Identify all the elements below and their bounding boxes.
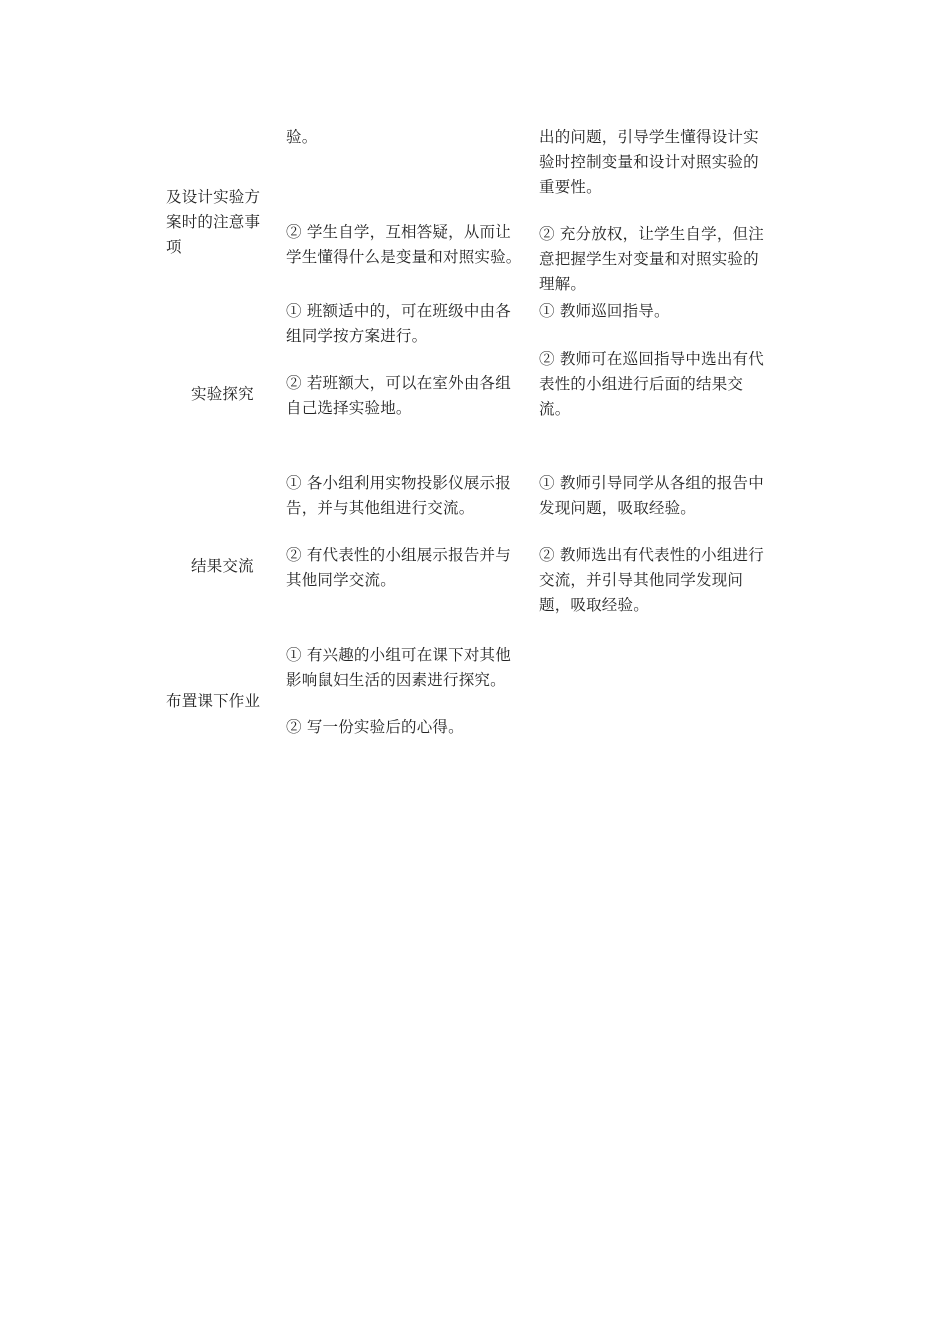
teacher-activity-paragraph [539,543,764,618]
student-activity-line: 影响鼠妇生活的因素进行探究。 [286,671,506,689]
student-activity-paragraph [286,299,511,349]
stage-label-line: 布置课下作业 [166,692,261,710]
student-activity-line: ② 学生自学，互相答疑，从而让 [286,223,511,241]
teacher-activity-line: ② 教师可在巡回指导中选出有代 [539,350,764,368]
teacher-activity-paragraph [539,222,764,297]
teacher-activity-line: ① 教师巡回指导。 [539,302,670,320]
teacher-activity-line: 理解。 [539,275,587,293]
student-activity-line: ① 各小组利用实物投影仪展示报 [286,474,511,492]
teacher-activity-paragraph [539,347,764,422]
stage-label-design-notes [166,185,260,260]
stage-label-experiment [191,382,254,407]
stage-label-line: 案时的注意事 [166,213,261,231]
teacher-activity-line: 交流，并引导其他同学发现问 [539,571,744,589]
teacher-activity-paragraph [539,299,670,324]
teacher-activity-line: 重要性。 [539,178,602,196]
student-activity-paragraph [286,715,464,740]
student-activity-paragraph [286,471,511,521]
stage-label-line: 及设计实验方 [166,188,261,206]
teacher-activity-paragraph [539,471,764,521]
teacher-activity-line: 发现问题，吸取经验。 [539,499,697,517]
teacher-activity-line: 表性的小组进行后面的结果交 [539,375,744,393]
teacher-activity-line: 题，吸取经验。 [539,596,649,614]
stage-label-line: 项 [166,238,182,256]
student-activity-line: 告，并与其他组进行交流。 [286,499,475,517]
teacher-activity-line: ② 充分放权，让学生自学，但注 [539,225,764,243]
student-activity-line: ② 有代表性的小组展示报告并与 [286,546,511,564]
teacher-activity-line: 出的问题，引导学生懂得设计实 [539,128,759,146]
stage-label-homework [166,689,260,714]
student-activity-paragraph [286,125,317,150]
student-activity-line: ② 若班额大，可以在室外由各组 [286,374,511,392]
student-activity-paragraph [286,643,511,693]
stage-label-result-exchange [191,554,254,579]
student-activity-paragraph [286,543,511,593]
teacher-activity-line: 流。 [539,400,571,418]
teacher-activity-line: 验时控制变量和设计对照实验的 [539,153,759,171]
teacher-activity-line: ② 教师选出有代表性的小组进行 [539,546,764,564]
student-activity-line: 自己选择实验地。 [286,399,412,417]
student-activity-line: ② 写一份实验后的心得。 [286,718,464,736]
teacher-activity-line: 意把握学生对变量和对照实验的 [539,250,759,268]
teacher-activity-line: ① 教师引导同学从各组的报告中 [539,474,764,492]
student-activity-line: 组同学按方案进行。 [286,327,428,345]
student-activity-line: ① 有兴趣的小组可在课下对其他 [286,646,511,664]
stage-label-line: 结果交流 [191,557,254,575]
student-activity-line: 学生懂得什么是变量和对照实验。 [286,248,522,266]
teacher-activity-paragraph [539,125,759,200]
student-activity-line: 验。 [286,128,318,146]
student-activity-paragraph [286,371,511,421]
student-activity-line: ① 班额适中的，可在班级中由各 [286,302,511,320]
stage-label-line: 实验探究 [191,385,254,403]
student-activity-line: 其他同学交流。 [286,571,396,589]
student-activity-paragraph [286,220,522,270]
